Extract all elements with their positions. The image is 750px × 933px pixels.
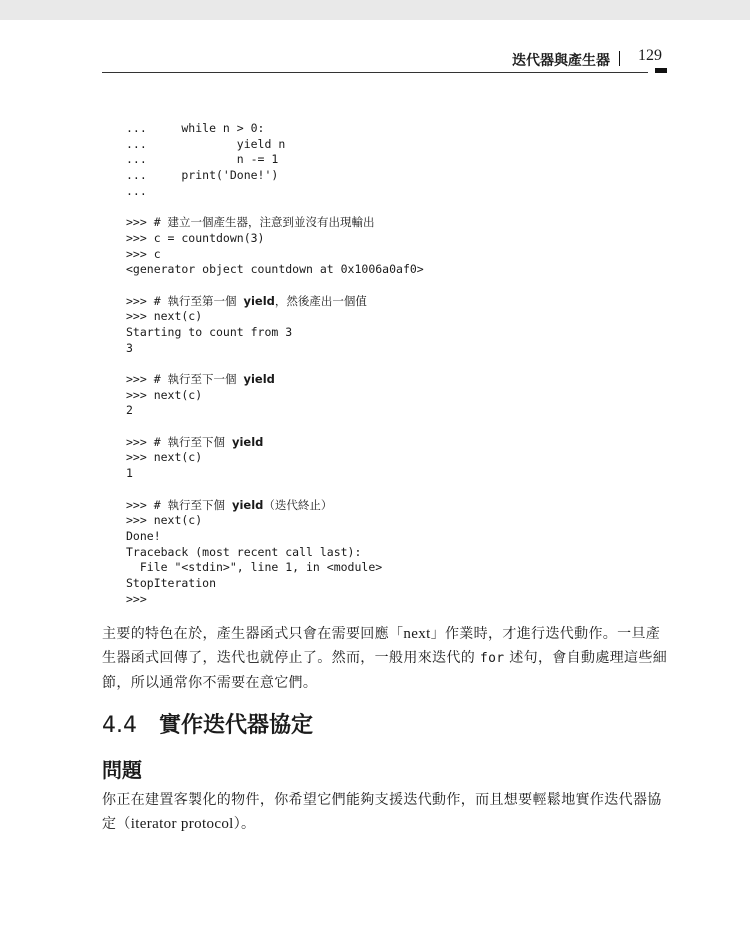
code-line: ... yield n [126, 136, 286, 151]
term-iterator-protocol: iterator protocol [130, 816, 234, 832]
code-line: >>> # 執行至下個 yield（迭代終止） [126, 497, 333, 512]
code-line: StopIteration [126, 575, 217, 590]
body-paragraph [102, 622, 668, 695]
code-line: File "<stdin>", line 1, in <module> [126, 560, 383, 575]
subheading-problem: 問題 [102, 758, 142, 782]
code-line: >>> next(c) [126, 513, 203, 528]
inline-code-next: next [403, 626, 431, 642]
code-line [126, 278, 424, 294]
problem-paragraph [102, 788, 668, 836]
code-line: 2 [126, 403, 133, 418]
code-line: >>> # 執行至第一個 yield，然後產出一個值 [126, 293, 367, 308]
code-line: ... n -= 1 [126, 152, 279, 167]
top-margin-bar [0, 0, 750, 20]
code-line: Starting to count from 3 [126, 324, 293, 339]
code-line: >>> # 執行至下個 yield [126, 434, 264, 449]
code-line [126, 356, 424, 372]
code-line: >>> # 執行至下一個 yield [126, 372, 275, 386]
code-line [126, 482, 424, 498]
section-title: 實作迭代器協定 [159, 713, 314, 738]
code-line [126, 419, 424, 435]
code-line [126, 199, 424, 215]
code-line: ... [126, 183, 147, 198]
paragraph-text: 你正在建置客製化的物件，你希望它們能夠支援迭代動作，而且想要輕鬆地實作迭代器協定（ [102, 792, 662, 832]
code-line: >>> next(c) [126, 387, 203, 402]
chapter-title: 迭代器與產生器 [512, 53, 610, 69]
section-heading [102, 708, 313, 739]
code-line: >>> c = countdown(3) [126, 230, 265, 245]
paragraph-text: 」作業時，才進行迭代動作。一旦產生器函式回傳了，迭代也就停止了。然而，一般用來迭代的 [102, 626, 661, 666]
paragraph-text: 主要的特色在於，產生器函式只會在需要回應「 [102, 626, 404, 642]
code-line: >>> [126, 591, 147, 606]
header-corner-mark [655, 68, 667, 73]
code-line: >>> # 建立一個產生器，注意到並沒有出現輸出 [126, 215, 375, 230]
code-line: Traceback (most recent call last): [126, 544, 362, 559]
code-line: >>> next(c) [126, 450, 203, 465]
code-line: 1 [126, 466, 133, 481]
code-line: 3 [126, 340, 133, 355]
code-line: ... while n > 0: [126, 121, 265, 135]
code-line: >>> c [126, 246, 161, 261]
code-line: >>> next(c) [126, 309, 203, 324]
inline-code-for: for [479, 651, 505, 666]
code-listing [126, 121, 424, 607]
paragraph-text: ）。 [233, 816, 256, 832]
page-number: 129 [638, 47, 662, 64]
section-number: 4.4 [102, 713, 137, 738]
header-separator [619, 51, 620, 66]
paragraph-text: 述句，會自動處理這些細節，所以通常你不需要在意它們。 [102, 650, 668, 691]
code-line: <generator object countdown at 0x1006a0af0> [126, 262, 424, 277]
page-header [102, 46, 662, 73]
code-line: ... print('Done!') [126, 168, 279, 183]
code-line: Done! [126, 528, 161, 543]
